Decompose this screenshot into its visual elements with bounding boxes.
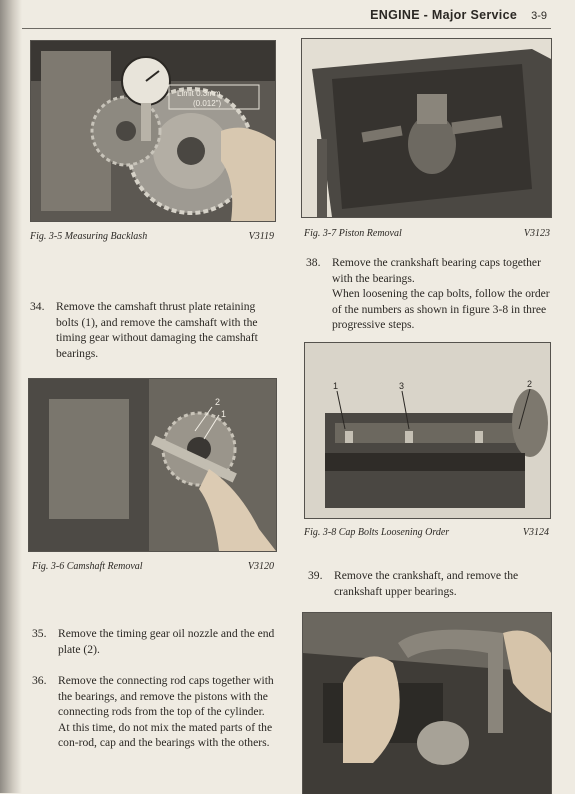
caption-code: V3120 [247, 561, 274, 572]
step-number: 38. [306, 256, 321, 269]
caption-text: Fig. 3-7 Piston Removal [304, 228, 402, 239]
step-text: Remove the camshaft thrust plate retaining bolts (1), and remove the camshaft with the timing gear without damaging the camshaft bearings. [56, 300, 258, 360]
page-header [370, 8, 547, 22]
limit-label: Limit 0.3mm [177, 89, 221, 98]
figure-3-8-caption [304, 527, 549, 538]
callout-1: 1 [221, 409, 227, 419]
callout-3: 3 [399, 381, 405, 391]
figure-3-9-photo [302, 612, 552, 794]
step-number: 35. [32, 627, 47, 640]
limit-inch-label: (0.012") [193, 99, 222, 108]
figure-3-6-caption [32, 561, 274, 572]
step-35 [32, 626, 276, 657]
caption-text: Fig. 3-5 Measuring Backlash [30, 231, 148, 242]
step-number: 36. [32, 674, 47, 687]
step-text: Remove the crankshaft, and remove the crankshaft upper bearings. [334, 569, 519, 598]
figure-3-5-caption [30, 231, 274, 242]
figure-3-6-photo [28, 378, 277, 552]
figure-3-7-caption [304, 228, 550, 239]
step-number: 39. [308, 569, 323, 582]
caption-text: Fig. 3-8 Cap Bolts Loosening Order [304, 527, 450, 538]
figure-3-8-photo [304, 342, 551, 519]
caption-code: V3123 [523, 228, 550, 239]
binding-shadow [0, 0, 22, 793]
page-number: 3-9 [531, 10, 547, 22]
caption-code: V3119 [248, 231, 274, 242]
caption-text: Fig. 3-6 Camshaft Removal [32, 561, 143, 572]
step-34 [30, 299, 276, 361]
step-text: Remove the connecting rod caps together with the bearings, and remove the pistons with the connecting rods from the top of the cylinder. [58, 674, 274, 718]
caption-code: V3124 [522, 527, 549, 538]
step-38 [306, 255, 552, 333]
figure-3-5-photo [30, 40, 276, 222]
step-text: Remove the crankshaft bearing caps together with the bearings. [332, 256, 541, 285]
callout-2: 2 [527, 379, 533, 389]
step-text: Remove the timing gear oil nozzle and the end plate (2). [58, 627, 275, 656]
step-number: 34. [30, 300, 45, 313]
section-title: ENGINE - Major Service [370, 8, 518, 22]
callout-1: 1 [333, 381, 339, 391]
step-text-note: At this time, do not mix the mated parts of the con-rod, cap and the bearings with the others. [58, 720, 273, 749]
step-39 [308, 568, 552, 599]
header-rule [22, 28, 551, 29]
step-text-note: When loosening the cap bolts, follow the order of the numbers as shown in figure 3-8 in three progressive steps. [332, 287, 550, 331]
figure-3-7-photo [301, 38, 552, 218]
callout-2: 2 [215, 397, 221, 407]
step-36 [32, 673, 276, 751]
